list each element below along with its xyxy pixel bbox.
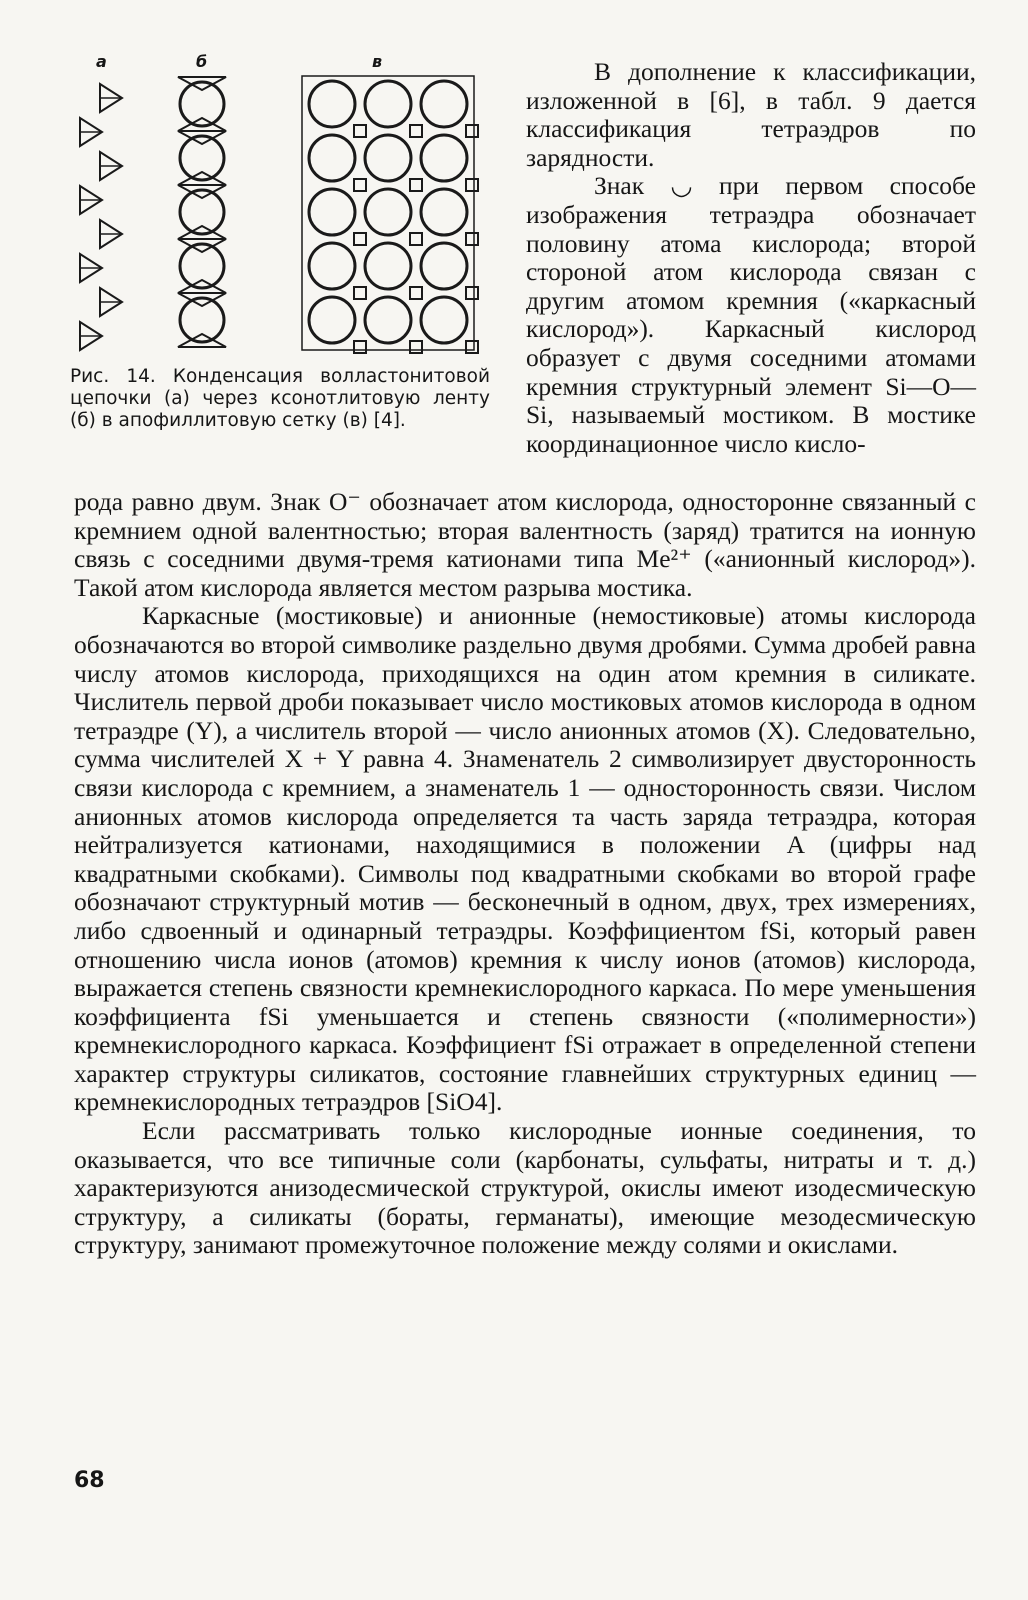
paragraph-2-continued: рода равно двум. Знак O⁻ обозначает атом кислорода, односторонне связанный с кремнием одной валентностью; вторая валентность (заряд) тратится на ионную связь с соседними двумя-тремя катионами типа Me²⁺ («анионный кислород»). Такой атом кислорода является местом разрыва мостика. xyxy=(74,487,976,602)
apophyllite-sheet-drawing xyxy=(302,76,478,353)
ring-shape xyxy=(309,189,355,235)
paragraph-4: Если рассматривать только кислородные ионные соединения, то оказывается, что все типичные соли (карбонаты, сульфаты, нитраты и т. д.) характеризуются анизодесмической структурой, окислы имеют изодесмическую структуру, а силикаты (бораты, германаты), имеющие мезодесмическую структуру, занимают промежуточное положение между солями и окислами. xyxy=(74,1116,976,1260)
ring-shape xyxy=(180,190,224,234)
tetrahedron-shape xyxy=(354,125,366,137)
paragraph-3: Каркасные (мостиковые) и анионные (немостиковые) атомы кислорода обозначаются во второй символике раздельно двумя дробями. Сумма дробей равна числу атомов кислорода, приходящихся на один атом кремния в силикате. Числитель первой дроби показывает число мостиковых атомов кислорода в одном тетраэдре (Y), а числитель второй — число анионных атомов (X). Следовательно, сумма числителей X + Y равна 4. Знаменатель 2 символизирует двусторонность связи кислорода с кремнием, а знаменатель 1 — односторонность связи. Числом анионных атомов кислорода определяется та часть заряда тетраэдра, которая нейтрализуется катионами, находящимися в положении A (цифры над квадратными скобками). Символы под квадратными скобками во второй графе обозначают структурный мотив — бесконечный в одном, двух, трех измерениях, либо сдвоенный и одинарный тетраэдры. Коэффициентом fSi, который равен отношению числа ионов (атомов) кремния к числу ионов (атомов) кислорода, выражается степень связности кремнекислородного каркаса. По мере уменьшения коэффициента fSi уменьшается и степень связности («полимерности») кремнекислородного каркаса. Коэффициент fSi отражает в определенной степени характер структуры силикатов, состояние главнейших структурных единиц — кремнекислородных тетраэдров [SiO4]. xyxy=(74,601,976,1117)
ring-shape xyxy=(365,243,411,289)
paragraph-2: Знак ◡ при первом способе изображения тетраэдра обозначает половину атома кислорода; второй стороной атом кислорода связан с другим атомом кремния («каркасный кислород»). Каркасный кислород образует с двумя соседними атомами кремния структурный элемент Si—O—Si, называемый мостиком. В мостике координационное число кисло- xyxy=(526,171,976,458)
ring-shape xyxy=(309,243,355,289)
figure-14 xyxy=(70,48,510,468)
tetrahedron-shape xyxy=(466,179,478,191)
ring-shape xyxy=(180,82,224,126)
tetrahedron-shape xyxy=(410,233,422,245)
tetrahedron-shape xyxy=(410,341,422,353)
ring-shape xyxy=(180,244,224,288)
panel-label-b: б xyxy=(196,52,208,71)
tetrahedron-shape xyxy=(410,179,422,191)
tetrahedron-shape xyxy=(466,341,478,353)
ring-shape xyxy=(180,136,224,180)
tetrahedron-shape xyxy=(466,125,478,137)
paragraph-1: В дополнение к классификации, изложенной в [6], в табл. 9 дается классификация тетраэдров по зарядности. xyxy=(526,57,976,172)
ring-shape xyxy=(365,189,411,235)
full-width-text xyxy=(74,488,976,1260)
tetrahedron-shape xyxy=(354,341,366,353)
page-number: 68 xyxy=(74,1468,105,1493)
tetrahedron-shape xyxy=(354,287,366,299)
ring-shape xyxy=(365,135,411,181)
ring-shape xyxy=(421,297,467,343)
ring-shape xyxy=(365,81,411,127)
panel-label-a: а xyxy=(96,52,107,71)
sheet-outline xyxy=(302,76,474,350)
silicate-structure-diagram xyxy=(70,74,490,364)
ring-shape xyxy=(421,189,467,235)
figure-caption: Рис. 14. Конденсация волластонитовой цепочки (а) через ксонотлитовую ленту (б) в апофиллитовую сетку (в) [4]. xyxy=(70,366,490,431)
xonotlite-ribbon-drawing xyxy=(178,77,226,347)
tetrahedron-shape xyxy=(354,233,366,245)
ring-shape xyxy=(421,243,467,289)
right-column-text xyxy=(526,58,976,458)
wollastonite-chain-drawing xyxy=(80,84,122,350)
ring-shape xyxy=(365,297,411,343)
ring-shape xyxy=(180,298,224,342)
ring-shape xyxy=(421,135,467,181)
tetrahedron-shape xyxy=(410,125,422,137)
ring-shape xyxy=(309,81,355,127)
ring-shape xyxy=(421,81,467,127)
panel-label-c: в xyxy=(372,52,383,71)
ring-shape xyxy=(309,135,355,181)
tetrahedron-shape xyxy=(466,233,478,245)
ring-shape xyxy=(309,297,355,343)
tetrahedron-shape xyxy=(354,179,366,191)
tetrahedron-shape xyxy=(410,287,422,299)
tetrahedron-shape xyxy=(466,287,478,299)
